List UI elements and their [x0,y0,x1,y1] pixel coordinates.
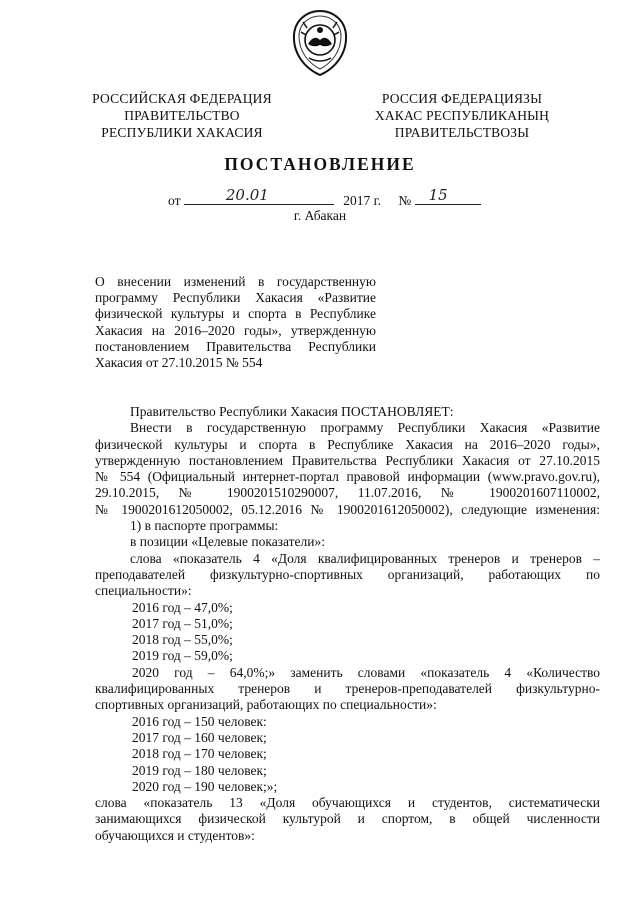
body-line: специальности»: [95,583,192,599]
date-prefix: от [168,193,181,208]
body-line: преподавателей физкультурно-спортивных организаций, работающих по [95,566,600,582]
body-line: 2016 год – 47,0%; [132,599,233,615]
subject-line: программу Республики Хакасия «Развитие [95,290,376,306]
body-line: 2019 год – 59,0%; [132,648,233,664]
subject-block [95,274,376,371]
body-line: 29.10.2015, № 1900201510290007, 11.07.2016, № 1900201607110002, [95,485,600,501]
date-line [168,186,481,209]
body-line: занимающихся физической культурой и спортом, в общей численности [95,811,600,827]
body-line: 2018 год – 55,0%; [132,632,233,648]
body-line: 2019 год – 180 человек; [132,762,267,778]
subject-line: Хакасия на 2016–2020 годы», утвержденную [95,322,376,338]
body-line: слова «показатель 13 «Доля обучающихся и студентов, систематически [95,795,600,811]
body-line: 1) в паспорте программы: [130,518,279,534]
city: г. Абакан [293,208,347,223]
coat-of-arms-icon [289,8,351,78]
body-line: утвержденную постановлением Правительства Республики Хакасия от 27.10.2015 [95,452,600,468]
body-line: обучающихся и студентов»: [95,827,255,843]
date-field [184,186,334,205]
body-line: квалифицированных тренеров и тренеров-преподавателей физкультурно- [95,681,600,697]
body-line: 2017 год – 51,0%; [132,615,233,631]
header-right-line: РОССИЯ ФЕДЕРАЦИЯЗЫ [381,91,543,106]
body-line: № 1900201612050002, 05.12.2016 № 1900201612050002), следующие изменения: [95,501,600,517]
body-line: 2018 год – 170 человек; [132,746,267,762]
subject-line: постановлением Правительства Республики [95,338,376,354]
subject-line: физической культуры и спорта в Республике [95,306,376,322]
header-left-line: ПРАВИТЕЛЬСТВО [124,108,240,123]
body-text [95,404,600,844]
document-title: ПОСТАНОВЛЕНИЕ [224,154,416,174]
body-line: в позиции «Целевые показатели»: [130,534,326,550]
number-field [415,186,481,205]
header-left-line: РЕСПУБЛИКИ ХАКАСИЯ [101,125,263,140]
body-line: 2017 год – 160 человек; [132,729,267,745]
body-line: № 554 (Официальный интернет-портал правовой информации (www.pravo.gov.ru), [95,469,600,485]
body-line: Правительство Республики Хакасия ПОСТАНОВЛЯЕТ: [130,404,454,419]
body-line: Внести в государственную программу Республики Хакасия «Развитие [130,420,600,436]
header-left-line: РОССИЙСКАЯ ФЕДЕРАЦИЯ [92,91,272,106]
header-right-line: ПРАВИТЕЛЬСТВОЗЫ [394,125,530,140]
handwritten-date: 20.01 [225,186,269,204]
body-line: 2020 год – 190 человек;»; [132,778,278,794]
header-right-line: ХАКАС РЕСПУБЛИКАНЫҢ [374,108,550,123]
body-line: 2020 год – 64,0%;» заменить словами «показатель 4 «Количество [132,664,600,680]
number-sign: № [398,193,412,208]
header-right [352,90,572,141]
body-line: 2016 год – 150 человек: [132,713,267,729]
year-label: 2017 г. [343,193,381,208]
body-line: слова «показатель 4 «Доля квалифицированных тренеров и тренеров – [130,550,600,566]
header-left [72,90,292,141]
handwritten-number: 15 [428,186,448,204]
subject-line: Хакасия от 27.10.2015 № 554 [95,355,263,371]
body-line: спортивных организаций, работающих по специальности»: [95,697,437,713]
body-line: физической культуры и спорта в Республике Хакасия на 2016–2020 годы», [95,436,600,452]
subject-line: О внесении изменений в государственную [95,274,376,289]
